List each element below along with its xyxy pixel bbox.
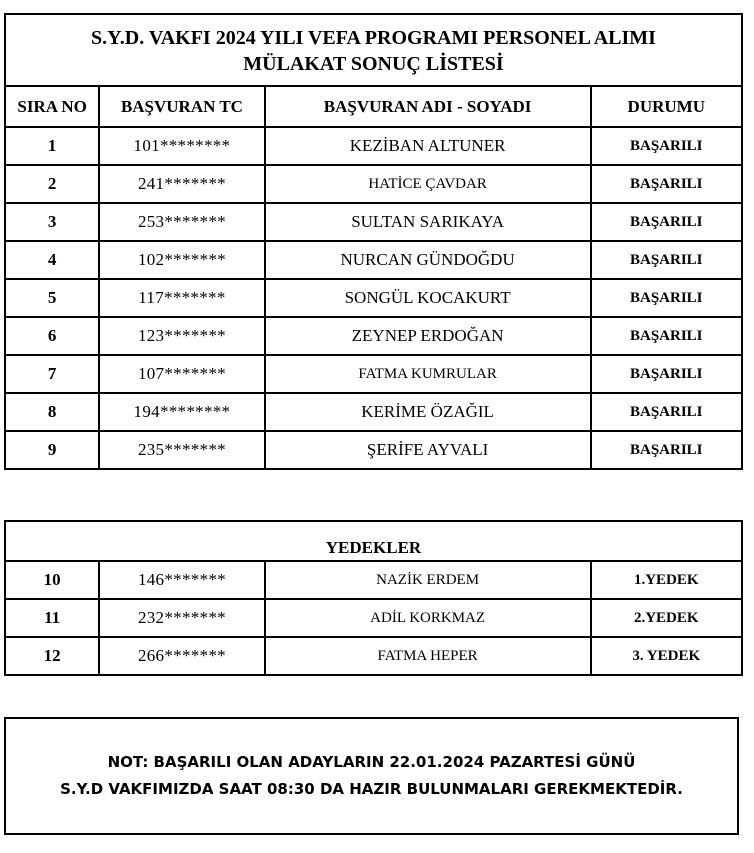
title-line-1: S.Y.D. VAKFI 2024 YILI VEFA PROGRAMI PERSONEL ALIMI <box>91 27 656 49</box>
row-no: 7 <box>5 355 99 393</box>
row-status: BAŞARILI <box>591 317 742 355</box>
header-durum: DURUMU <box>591 86 742 127</box>
reserves-title: YEDEKLER <box>5 521 742 561</box>
row-status: BAŞARILI <box>591 279 742 317</box>
row-no: 3 <box>5 203 99 241</box>
table-row <box>5 279 742 317</box>
table-row <box>5 637 742 675</box>
row-name: SULTAN SARIKAYA <box>265 203 591 241</box>
header-ad: BAŞVURAN ADI - SOYADI <box>265 86 591 127</box>
row-no: 1 <box>5 127 99 165</box>
row-name: SONGÜL KOCAKURT <box>265 279 591 317</box>
reserves-table <box>4 520 743 676</box>
row-tc: 101******** <box>99 127 264 165</box>
row-status: BAŞARILI <box>591 431 742 469</box>
row-name: NURCAN GÜNDOĞDU <box>265 241 591 279</box>
row-tc: 117******* <box>99 279 264 317</box>
row-status: 2.YEDEK <box>591 599 742 637</box>
note-line-2: S.Y.D VAKFIMIZDA SAAT 08:30 DA HAZIR BULUNMALARI GEREKMEKTEDİR. <box>60 780 683 798</box>
row-status: 1.YEDEK <box>591 561 742 599</box>
row-no: 6 <box>5 317 99 355</box>
table-row <box>5 165 742 203</box>
row-name: KERİME ÖZAĞIL <box>265 393 591 431</box>
row-tc: 194******** <box>99 393 264 431</box>
row-tc: 146******* <box>99 561 264 599</box>
reserves-title-row <box>5 521 742 561</box>
header-row <box>5 86 742 127</box>
row-no: 12 <box>5 637 99 675</box>
row-name: FATMA KUMRULAR <box>265 355 591 393</box>
row-status: BAŞARILI <box>591 355 742 393</box>
page-title <box>5 14 742 86</box>
title-row <box>5 14 742 86</box>
row-tc: 241******* <box>99 165 264 203</box>
row-name: FATMA HEPER <box>265 637 591 675</box>
note-box <box>4 717 739 835</box>
row-tc: 123******* <box>99 317 264 355</box>
table-row <box>5 203 742 241</box>
note-line-1: NOT: BAŞARILI OLAN ADAYLARIN 22.01.2024 PAZARTESİ GÜNÜ <box>107 753 636 771</box>
header-sira: SIRA NO <box>5 86 99 127</box>
row-name: NAZİK ERDEM <box>265 561 591 599</box>
row-tc: 235******* <box>99 431 264 469</box>
row-no: 9 <box>5 431 99 469</box>
row-tc: 232******* <box>99 599 264 637</box>
table-row <box>5 127 742 165</box>
table-row <box>5 317 742 355</box>
row-name: HATİCE ÇAVDAR <box>265 165 591 203</box>
row-no: 8 <box>5 393 99 431</box>
table-row <box>5 241 742 279</box>
row-status: 3. YEDEK <box>591 637 742 675</box>
table-row <box>5 431 742 469</box>
row-status: BAŞARILI <box>591 393 742 431</box>
row-name: ADİL KORKMAZ <box>265 599 591 637</box>
row-status: BAŞARILI <box>591 203 742 241</box>
row-name: KEZİBAN ALTUNER <box>265 127 591 165</box>
row-no: 10 <box>5 561 99 599</box>
row-tc: 102******* <box>99 241 264 279</box>
row-status: BAŞARILI <box>591 127 742 165</box>
row-status: BAŞARILI <box>591 241 742 279</box>
row-tc: 107******* <box>99 355 264 393</box>
table-row <box>5 393 742 431</box>
header-tc: BAŞVURAN TC <box>99 86 264 127</box>
row-no: 5 <box>5 279 99 317</box>
row-no: 11 <box>5 599 99 637</box>
row-name: ŞERİFE AYVALI <box>265 431 591 469</box>
row-no: 2 <box>5 165 99 203</box>
row-status: BAŞARILI <box>591 165 742 203</box>
row-tc: 253******* <box>99 203 264 241</box>
results-table <box>4 13 743 470</box>
row-no: 4 <box>5 241 99 279</box>
table-row <box>5 561 742 599</box>
row-name: ZEYNEP ERDOĞAN <box>265 317 591 355</box>
row-tc: 266******* <box>99 637 264 675</box>
table-row <box>5 355 742 393</box>
title-line-2: MÜLAKAT SONUÇ LİSTESİ <box>243 53 504 75</box>
table-row <box>5 599 742 637</box>
